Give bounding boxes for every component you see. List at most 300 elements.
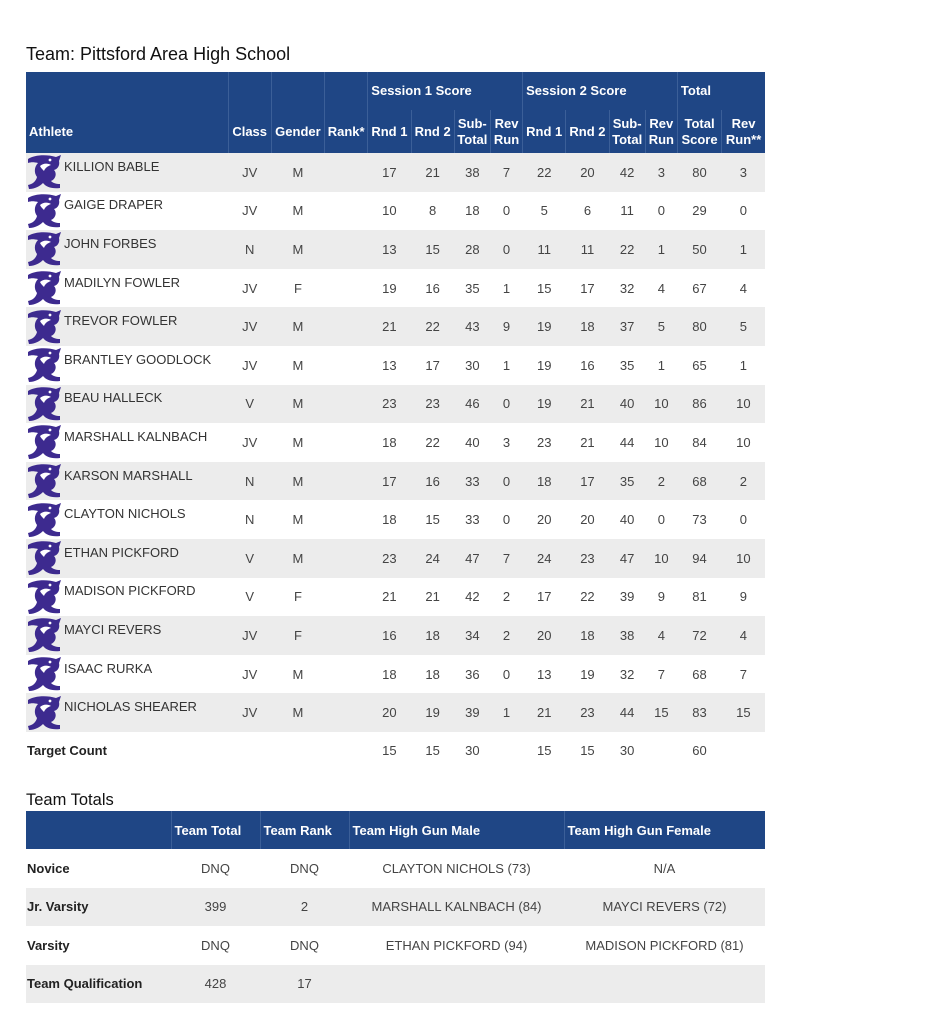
score-cell-s1sub: 28: [454, 230, 490, 269]
score-cell-gender: M: [271, 423, 324, 462]
column-s2-subtotal: Sub- Total: [609, 110, 645, 153]
table-row: [26, 230, 765, 269]
score-cell-s2sub: 35: [609, 346, 645, 385]
score-cell-s2r1: 13: [523, 655, 566, 694]
score-cell-s1sub: 46: [454, 385, 490, 424]
team-title: Team: Pittsford Area High School: [26, 44, 291, 64]
score-cell-rank: [325, 655, 368, 694]
score-cell-s2sub: 35: [609, 462, 645, 501]
score-cell-s2r2: 20: [566, 500, 609, 539]
score-cell-s2rev: 7: [645, 655, 677, 694]
score-cell-s2r1: 5: [523, 192, 566, 231]
score-cell-total: 29: [677, 192, 721, 231]
score-cell-total: 50: [677, 230, 721, 269]
score-cell-rank: [325, 500, 368, 539]
score-cell-s1r2: 18: [411, 655, 454, 694]
score-cell-s1rev: 0: [490, 655, 522, 694]
score-cell-total: 84: [677, 423, 721, 462]
score-cell-s2rev: 3: [645, 153, 677, 192]
score-cell-s2r1: 20: [523, 616, 566, 655]
target-count-label: Target Count: [26, 732, 228, 770]
score-cell-class: V: [228, 578, 271, 617]
score-cell-s2sub: 39: [609, 578, 645, 617]
score-cell-s1r1: 23: [368, 385, 411, 424]
table-row: [26, 423, 765, 462]
score-cell-total: 68: [677, 462, 721, 501]
score-cell-s2rev: 4: [645, 269, 677, 308]
athlete-scores-table: [26, 72, 765, 770]
wildcat-logo-icon: [26, 462, 62, 500]
score-cell-s1r1: 13: [368, 230, 411, 269]
column-class: Class: [228, 110, 271, 153]
score-cell-s2r2: 17: [566, 462, 609, 501]
score-cell-gender: M: [271, 230, 324, 269]
score-cell-s1rev: 0: [490, 500, 522, 539]
score-cell-rank: [325, 539, 368, 578]
athlete-cell: [26, 539, 228, 578]
session1-header: Session 1 Score: [368, 72, 523, 110]
score-cell-total: 81: [677, 578, 721, 617]
score-cell-s2sub: 44: [609, 423, 645, 462]
score-cell-s1sub: 18: [454, 192, 490, 231]
score-cell-s1rev: 7: [490, 153, 522, 192]
athlete-cell: [26, 230, 228, 269]
header-blank: [228, 72, 271, 110]
score-cell-class: JV: [228, 423, 271, 462]
totals-cell-label: Novice: [26, 849, 171, 888]
totals-cell-total: 399: [171, 888, 260, 927]
score-cell-s2r2: 18: [566, 307, 609, 346]
target-s1-rnd1: 15: [368, 732, 411, 770]
score-cell-s1r1: 16: [368, 616, 411, 655]
table-row: [26, 385, 765, 424]
score-cell-s1rev: 1: [490, 269, 522, 308]
totals-cell-label: Team Qualification: [26, 965, 171, 1004]
score-cell-s2r2: 21: [566, 385, 609, 424]
score-cell-rank: [325, 693, 368, 732]
column-gender: Gender: [271, 110, 324, 153]
score-cell-s1r2: 19: [411, 693, 454, 732]
score-cell-total: 80: [677, 307, 721, 346]
score-cell-s2r2: 17: [566, 269, 609, 308]
score-cell-rev: 7: [722, 655, 765, 694]
score-cell-s2r1: 19: [523, 346, 566, 385]
score-cell-s2rev: 15: [645, 693, 677, 732]
athlete-name: NICHOLAS SHEARER: [64, 699, 197, 715]
athlete-cell: [26, 192, 228, 231]
athlete-name: GAIGE DRAPER: [64, 197, 163, 213]
athlete-cell: [26, 655, 228, 694]
score-cell-class: V: [228, 539, 271, 578]
totals-cell-male: [349, 965, 564, 1004]
totals-cell-female: N/A: [564, 849, 765, 888]
score-cell-s2r2: 21: [566, 423, 609, 462]
score-cell-s1rev: 1: [490, 346, 522, 385]
athlete-cell: [26, 385, 228, 424]
score-cell-rev: 10: [722, 385, 765, 424]
target-s1-subtotal: 30: [454, 732, 490, 770]
table-row: [26, 192, 765, 231]
score-cell-s1rev: 9: [490, 307, 522, 346]
score-cell-total: 65: [677, 346, 721, 385]
score-cell-s1rev: 0: [490, 462, 522, 501]
score-cell-gender: M: [271, 693, 324, 732]
score-cell-class: JV: [228, 153, 271, 192]
score-cell-s2r2: 23: [566, 539, 609, 578]
athlete-cell: [26, 269, 228, 308]
score-cell-s1r1: 18: [368, 655, 411, 694]
wildcat-logo-icon: [26, 385, 62, 423]
table-row: [26, 307, 765, 346]
athlete-name: MADILYN FOWLER: [64, 274, 181, 290]
target-total: 60: [677, 732, 721, 770]
score-cell-gender: M: [271, 192, 324, 231]
athlete-name: KILLION BABLE: [64, 158, 160, 174]
wildcat-logo-icon: [26, 269, 62, 307]
score-cell-s1sub: 30: [454, 346, 490, 385]
score-cell-class: JV: [228, 693, 271, 732]
score-cell-s2sub: 22: [609, 230, 645, 269]
score-cell-s2rev: 9: [645, 578, 677, 617]
score-cell-class: JV: [228, 346, 271, 385]
score-cell-class: N: [228, 500, 271, 539]
score-cell-s2r1: 11: [523, 230, 566, 269]
score-cell-s2r1: 24: [523, 539, 566, 578]
wildcat-logo-icon: [26, 501, 62, 539]
score-cell-class: JV: [228, 269, 271, 308]
table-row: [26, 346, 765, 385]
score-cell-s2rev: 10: [645, 539, 677, 578]
score-cell-s2rev: 1: [645, 230, 677, 269]
table-row: [26, 153, 765, 192]
score-cell-rev: 1: [722, 346, 765, 385]
score-cell-s1r2: 24: [411, 539, 454, 578]
score-cell-s2sub: 40: [609, 500, 645, 539]
athlete-cell: [26, 693, 228, 732]
score-cell-rev: 5: [722, 307, 765, 346]
score-cell-s1r1: 10: [368, 192, 411, 231]
column-s1-rev-run: Rev Run: [490, 110, 522, 153]
score-cell-s2r1: 18: [523, 462, 566, 501]
score-cell-rev: 4: [722, 616, 765, 655]
target-s2-subtotal: 30: [609, 732, 645, 770]
score-cell-s1sub: 36: [454, 655, 490, 694]
score-cell-s1r1: 23: [368, 539, 411, 578]
score-cell-s1rev: 3: [490, 423, 522, 462]
score-cell-rev: 0: [722, 500, 765, 539]
score-cell-s1rev: 0: [490, 230, 522, 269]
wildcat-logo-icon: [26, 655, 62, 693]
score-cell-rev: 4: [722, 269, 765, 308]
score-cell-rev: 10: [722, 539, 765, 578]
score-cell-s1r2: 18: [411, 616, 454, 655]
score-cell-s1rev: 7: [490, 539, 522, 578]
athlete-cell: [26, 153, 228, 192]
score-cell-s2sub: 11: [609, 192, 645, 231]
header-blank: [26, 72, 228, 110]
totals-cell-female: MADISON PICKFORD (81): [564, 926, 765, 965]
athlete-name: ISAAC RURKA: [64, 660, 153, 676]
table-row: [26, 462, 765, 501]
score-cell-s1r2: 16: [411, 269, 454, 308]
table-row: [26, 269, 765, 308]
score-cell-s2sub: 44: [609, 693, 645, 732]
score-cell-gender: M: [271, 539, 324, 578]
totals-cell-total: DNQ: [171, 849, 260, 888]
score-cell-s1sub: 47: [454, 539, 490, 578]
score-cell-s1r2: 23: [411, 385, 454, 424]
target-s2-rnd1: 15: [523, 732, 566, 770]
score-cell-gender: F: [271, 578, 324, 617]
totals-cell-label: Jr. Varsity: [26, 888, 171, 927]
score-cell-s1sub: 39: [454, 693, 490, 732]
table-row: [26, 616, 765, 655]
wildcat-logo-icon: [26, 578, 62, 616]
table-row: [26, 655, 765, 694]
score-cell-total: 73: [677, 500, 721, 539]
score-cell-class: V: [228, 385, 271, 424]
score-cell-s1r2: 22: [411, 423, 454, 462]
score-cell-s2r2: 22: [566, 578, 609, 617]
athlete-cell: [26, 500, 228, 539]
score-cell-s2r1: 22: [523, 153, 566, 192]
totals-header-team-total: Team Total: [171, 811, 260, 849]
score-cell-s1sub: 34: [454, 616, 490, 655]
athlete-cell: [26, 462, 228, 501]
athlete-cell: [26, 616, 228, 655]
score-cell-rank: [325, 153, 368, 192]
score-cell-s2r2: 6: [566, 192, 609, 231]
score-cell-gender: F: [271, 616, 324, 655]
table-row: [26, 849, 765, 888]
score-cell-gender: F: [271, 269, 324, 308]
score-cell-s1sub: 40: [454, 423, 490, 462]
score-cell-total: 86: [677, 385, 721, 424]
score-cell-rank: [325, 616, 368, 655]
score-cell-class: N: [228, 462, 271, 501]
table-row: [26, 926, 765, 965]
score-cell-gender: M: [271, 307, 324, 346]
totals-cell-rank: DNQ: [260, 849, 349, 888]
wildcat-logo-icon: [26, 616, 62, 654]
athlete-name: BEAU HALLECK: [64, 390, 163, 406]
score-cell-class: JV: [228, 616, 271, 655]
score-cell-total: 72: [677, 616, 721, 655]
table-row: [26, 693, 765, 732]
score-cell-s2r1: 19: [523, 307, 566, 346]
totals-cell-rank: 2: [260, 888, 349, 927]
score-cell-s2r2: 16: [566, 346, 609, 385]
score-cell-total: 80: [677, 153, 721, 192]
score-cell-s2r2: 20: [566, 153, 609, 192]
column-rank: Rank*: [325, 110, 368, 153]
score-cell-s2r1: 23: [523, 423, 566, 462]
score-cell-s1sub: 35: [454, 269, 490, 308]
totals-header-blank: [26, 811, 171, 849]
score-cell-s2rev: 0: [645, 500, 677, 539]
score-cell-s2rev: 10: [645, 423, 677, 462]
score-cell-total: 94: [677, 539, 721, 578]
header-blank: [325, 72, 368, 110]
score-cell-s2r2: 18: [566, 616, 609, 655]
score-cell-s2r2: 23: [566, 693, 609, 732]
totals-header-team-rank: Team Rank: [260, 811, 349, 849]
score-cell-rank: [325, 230, 368, 269]
score-cell-class: JV: [228, 307, 271, 346]
table-row: [26, 539, 765, 578]
score-cell-rev: 9: [722, 578, 765, 617]
score-cell-s2sub: 40: [609, 385, 645, 424]
column-s1-rnd1: Rnd 1: [368, 110, 411, 153]
score-cell-class: N: [228, 230, 271, 269]
score-cell-s1r1: 17: [368, 462, 411, 501]
score-cell-s1r1: 19: [368, 269, 411, 308]
score-cell-s1sub: 33: [454, 462, 490, 501]
score-cell-class: JV: [228, 655, 271, 694]
athlete-cell: [26, 578, 228, 617]
score-cell-s2rev: 2: [645, 462, 677, 501]
header-blank: [271, 72, 324, 110]
score-cell-total: 83: [677, 693, 721, 732]
wildcat-logo-icon: [26, 694, 62, 732]
score-cell-s2r1: 15: [523, 269, 566, 308]
table-row: [26, 500, 765, 539]
team-totals-table: [26, 811, 765, 1003]
score-cell-s1r2: 8: [411, 192, 454, 231]
table-row: [26, 578, 765, 617]
score-cell-s1rev: 2: [490, 578, 522, 617]
athlete-name: MARSHALL KALNBACH: [64, 428, 208, 444]
column-total-rev-run: Rev Run**: [722, 110, 765, 153]
score-cell-s1r1: 21: [368, 307, 411, 346]
column-athlete: Athlete: [26, 110, 228, 153]
score-cell-s1r1: 13: [368, 346, 411, 385]
totals-cell-total: 428: [171, 965, 260, 1004]
wildcat-logo-icon: [26, 423, 62, 461]
wildcat-logo-icon: [26, 308, 62, 346]
column-s2-rev-run: Rev Run: [645, 110, 677, 153]
athlete-name: ETHAN PICKFORD: [64, 544, 179, 560]
athlete-name: BRANTLEY GOODLOCK: [64, 351, 212, 367]
table-row: [26, 965, 765, 1004]
score-cell-s1r1: 18: [368, 500, 411, 539]
column-total-score: Total Score: [677, 110, 721, 153]
score-cell-s1r1: 17: [368, 153, 411, 192]
score-cell-rank: [325, 307, 368, 346]
athlete-name: MADISON PICKFORD: [64, 583, 196, 599]
score-cell-s2rev: 4: [645, 616, 677, 655]
score-cell-gender: M: [271, 655, 324, 694]
column-s1-rnd2: Rnd 2: [411, 110, 454, 153]
score-cell-s1r1: 21: [368, 578, 411, 617]
score-cell-s2r2: 19: [566, 655, 609, 694]
score-cell-s2rev: 5: [645, 307, 677, 346]
score-cell-s1r1: 20: [368, 693, 411, 732]
score-cell-s1sub: 42: [454, 578, 490, 617]
totals-cell-male: CLAYTON NICHOLS (73): [349, 849, 564, 888]
column-s2-rnd2: Rnd 2: [566, 110, 609, 153]
total-header: Total: [677, 72, 765, 110]
score-cell-total: 67: [677, 269, 721, 308]
score-cell-s1sub: 33: [454, 500, 490, 539]
athlete-name: TREVOR FOWLER: [64, 313, 178, 329]
score-cell-rev: 1: [722, 230, 765, 269]
score-cell-s1r2: 15: [411, 230, 454, 269]
score-cell-s1sub: 43: [454, 307, 490, 346]
target-s1-rnd2: 15: [411, 732, 454, 770]
score-cell-s2sub: 38: [609, 616, 645, 655]
score-cell-rev: 15: [722, 693, 765, 732]
score-cell-s2sub: 32: [609, 269, 645, 308]
score-cell-s1rev: 2: [490, 616, 522, 655]
totals-cell-male: MARSHALL KALNBACH (84): [349, 888, 564, 927]
score-cell-rank: [325, 346, 368, 385]
team-totals-rows: [26, 849, 765, 1003]
score-cell-s2r1: 19: [523, 385, 566, 424]
target-count-row: [26, 732, 765, 770]
totals-header-high-gun-female: Team High Gun Female: [564, 811, 765, 849]
score-cell-rev: 0: [722, 192, 765, 231]
wildcat-logo-icon: [26, 153, 62, 191]
table-row: [26, 888, 765, 927]
score-cell-s2r2: 11: [566, 230, 609, 269]
score-cell-class: JV: [228, 192, 271, 231]
totals-cell-label: Varsity: [26, 926, 171, 965]
score-cell-gender: M: [271, 500, 324, 539]
score-cell-s1r2: 21: [411, 578, 454, 617]
wildcat-logo-icon: [26, 539, 62, 577]
score-cell-s1r2: 22: [411, 307, 454, 346]
wildcat-logo-icon: [26, 230, 62, 268]
wildcat-logo-icon: [26, 192, 62, 230]
totals-cell-female: MAYCI REVERS (72): [564, 888, 765, 927]
score-cell-rank: [325, 578, 368, 617]
score-cell-rank: [325, 385, 368, 424]
athlete-cell: [26, 307, 228, 346]
totals-cell-female: [564, 965, 765, 1004]
score-cell-s1r2: 21: [411, 153, 454, 192]
athlete-cell: [26, 346, 228, 385]
score-cell-rank: [325, 462, 368, 501]
athlete-name: MAYCI REVERS: [64, 621, 162, 637]
score-cell-s1r2: 15: [411, 500, 454, 539]
score-cell-s2r1: 21: [523, 693, 566, 732]
totals-cell-rank: 17: [260, 965, 349, 1004]
score-cell-rev: 2: [722, 462, 765, 501]
score-cell-s2rev: 1: [645, 346, 677, 385]
totals-cell-male: ETHAN PICKFORD (94): [349, 926, 564, 965]
score-cell-gender: M: [271, 346, 324, 385]
score-cell-gender: M: [271, 385, 324, 424]
score-cell-s1r1: 18: [368, 423, 411, 462]
athlete-name: KARSON MARSHALL: [64, 467, 193, 483]
score-cell-s1r2: 17: [411, 346, 454, 385]
athlete-cell: [26, 423, 228, 462]
score-cell-rank: [325, 192, 368, 231]
score-cell-s1rev: 0: [490, 385, 522, 424]
score-cell-s2sub: 37: [609, 307, 645, 346]
score-cell-gender: M: [271, 462, 324, 501]
athlete-rows: [26, 153, 765, 732]
totals-header-high-gun-male: Team High Gun Male: [349, 811, 564, 849]
score-cell-rank: [325, 423, 368, 462]
team-totals-title: Team Totals: [26, 791, 114, 809]
totals-cell-rank: DNQ: [260, 926, 349, 965]
score-cell-s2sub: 42: [609, 153, 645, 192]
score-cell-s2sub: 32: [609, 655, 645, 694]
score-cell-gender: M: [271, 153, 324, 192]
athlete-name: JOHN FORBES: [64, 235, 157, 251]
